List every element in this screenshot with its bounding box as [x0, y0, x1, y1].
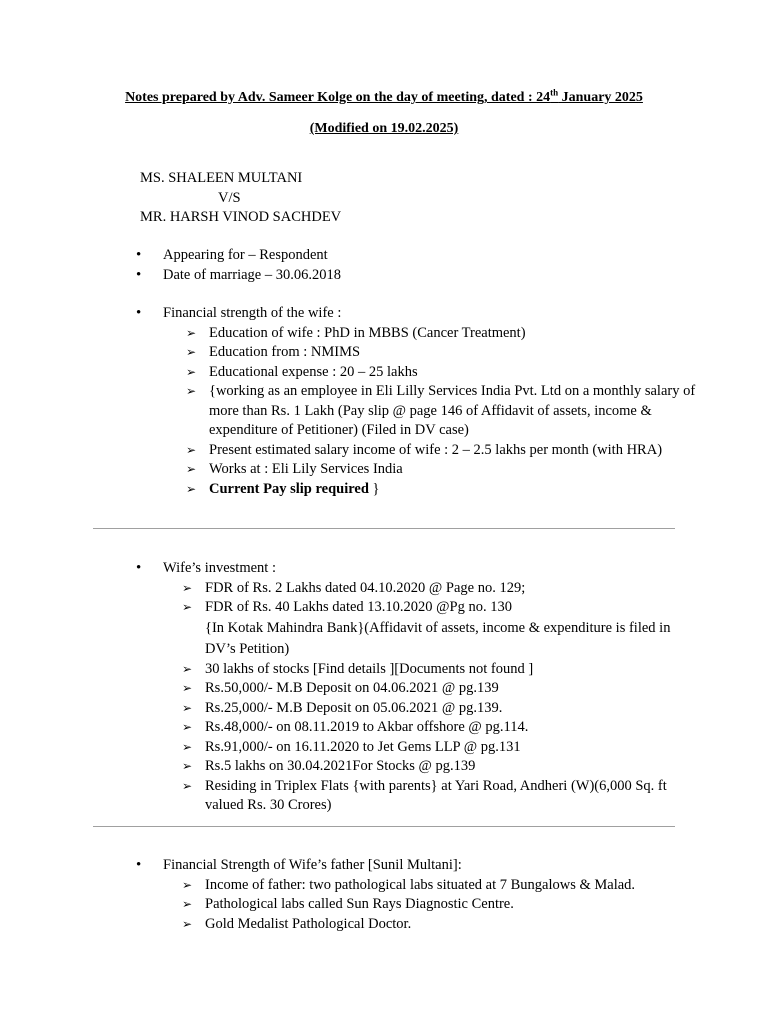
- kotak-note: {In Kotak Mahindra Bank}(Affidavit of assets, income & expenditure is filed in DV’s Petition): [205, 619, 671, 657]
- list-item-text: FDR of Rs. 40 Lakhs dated 13.10.2020 @Pg no. 130: [205, 599, 512, 615]
- arrowhead-icon: ➢: [182, 778, 193, 793]
- petitioner-name: MS. SHALEEN MULTANI: [140, 170, 303, 186]
- arrowhead-icon: ➢: [182, 600, 193, 614]
- arrowhead-icon: ➢: [186, 384, 197, 398]
- list-item-text: 30 lakhs of stocks [Find details ][Documents not found ]: [205, 660, 534, 677]
- list-item-text: Present estimated salary income of wife : 2 – 2.5 lakhs per month (with HRA): [209, 441, 663, 458]
- arrowhead-icon: ➢: [186, 364, 197, 379]
- arrowhead-icon: ➢: [182, 661, 193, 676]
- list-item: [186, 382, 696, 441]
- section-divider: [93, 528, 675, 529]
- title-text: Notes prepared by Adv. Sameer Kolge on the day of meeting, dated : 24: [125, 90, 551, 105]
- arrowhead-icon: ➢: [182, 916, 193, 931]
- closing-brace: }: [368, 480, 380, 497]
- list-item: [182, 718, 696, 738]
- list-item: [182, 876, 696, 896]
- list-item: [182, 579, 696, 599]
- list-item: [182, 777, 696, 816]
- arrowhead-icon: ➢: [182, 877, 193, 892]
- list-item-text: Rs.91,000/- on 16.11.2020 to Jet Gems LLP @ pg.131: [205, 738, 521, 755]
- page-title: [0, 88, 768, 108]
- arrowhead-icon: ➢: [186, 481, 197, 496]
- arrowhead-icon: ➢: [182, 759, 193, 773]
- arrowhead-icon: ➢: [186, 325, 197, 340]
- pay-slip-required: Current Pay slip required: [209, 480, 369, 497]
- arrowhead-icon: ➢: [182, 580, 193, 595]
- list-item-text: Education of wife : PhD in MBBS (Cancer Treatment): [209, 324, 526, 341]
- list-item-text: Rs.48,000/- on 08.11.2019 to Akbar offshore @ pg.114.: [205, 719, 529, 735]
- arrowhead-icon: ➢: [186, 345, 197, 359]
- investment-section: [136, 559, 696, 816]
- financial-strength-list: [163, 324, 696, 500]
- section-item: [136, 304, 696, 499]
- arrowhead-icon: ➢: [182, 700, 193, 715]
- arrowhead-icon: ➢: [186, 462, 197, 476]
- list-item-text: Education from : NMIMS: [209, 344, 361, 360]
- section-heading: Wife’s investment :: [163, 560, 276, 576]
- arrowhead-icon: ➢: [182, 897, 193, 911]
- list-item-text: Income of father: two pathological labs situated at 7 Bungalows & Malad.: [205, 876, 636, 893]
- list-item-text: Rs.25,000/- M.B Deposit on 05.06.2021 @ pg.139.: [205, 699, 503, 716]
- list-item: [186, 480, 696, 500]
- list-item: [186, 343, 696, 363]
- list-item: [182, 738, 696, 758]
- case-parties: [140, 169, 341, 228]
- list-item: [182, 699, 696, 719]
- list-item: • Appearing for – Respondent: [136, 246, 696, 266]
- father-list: [163, 876, 696, 935]
- list-item: [186, 441, 696, 461]
- list-item-text: Works at : Eli Lily Services India: [209, 461, 403, 477]
- financial-strength-section: [136, 304, 696, 499]
- list-item-text: Gold Medalist Pathological Doctor.: [205, 915, 412, 932]
- respondent-name: MR. HARSH VINOD SACHDEV: [140, 209, 342, 225]
- arrowhead-icon: ➢: [182, 720, 193, 734]
- list-item: [186, 460, 696, 480]
- list-item: [186, 363, 696, 383]
- list-item-text: Rs.5 lakhs on 30.04.2021For Stocks @ pg.139: [205, 758, 476, 774]
- father-section: [136, 856, 696, 934]
- list-item: [182, 679, 696, 699]
- list-item: • Date of marriage – 30.06.2018: [136, 266, 696, 286]
- section-item: [136, 559, 696, 816]
- list-item: [186, 324, 696, 344]
- arrowhead-icon: ➢: [186, 442, 197, 457]
- list-item-text: Educational expense : 20 – 25 lakhs: [209, 363, 418, 380]
- title-superscript: th: [550, 87, 559, 98]
- modified-date: (Modified on 19.02.2025): [309, 121, 459, 136]
- list-item: [182, 915, 696, 935]
- versus-label: V/S: [218, 189, 241, 206]
- list-item-text: Pathological labs called Sun Rays Diagnostic Centre.: [205, 896, 514, 912]
- list-item-text: {working as an employee in Eli Lilly Services India Pvt. Ltd on a monthly salary of more than Rs. 1 Lakh (Pay slip @ page 146 of Affidavit of assets, income & expenditure of Petitioner) (Filed in DV case): [209, 383, 696, 438]
- section-item: [136, 856, 696, 934]
- list-item: [182, 757, 696, 777]
- list-item: [182, 598, 696, 660]
- section-divider: [93, 826, 675, 827]
- list-item-text: Rs.50,000/- M.B Deposit on 04.06.2021 @ pg.139: [205, 680, 499, 696]
- list-item: [182, 660, 696, 680]
- intro-list: [136, 246, 696, 285]
- title-date-suffix: January 2025: [558, 90, 643, 105]
- list-item-text: FDR of Rs. 2 Lakhs dated 04.10.2020 @ Page no. 129;: [205, 579, 526, 596]
- list-item-text: Residing in Triplex Flats {with parents} at Yari Road, Andheri (W)(6,000 Sq. ft valued Rs. 30 Crores): [205, 777, 667, 813]
- section-heading: Financial Strength of Wife’s father [Sunil Multani]:: [163, 857, 462, 873]
- investment-list: [163, 579, 696, 816]
- list-item: [182, 895, 696, 915]
- arrowhead-icon: ➢: [182, 681, 193, 695]
- arrowhead-icon: ➢: [182, 739, 193, 754]
- section-heading: Financial strength of the wife :: [163, 305, 342, 321]
